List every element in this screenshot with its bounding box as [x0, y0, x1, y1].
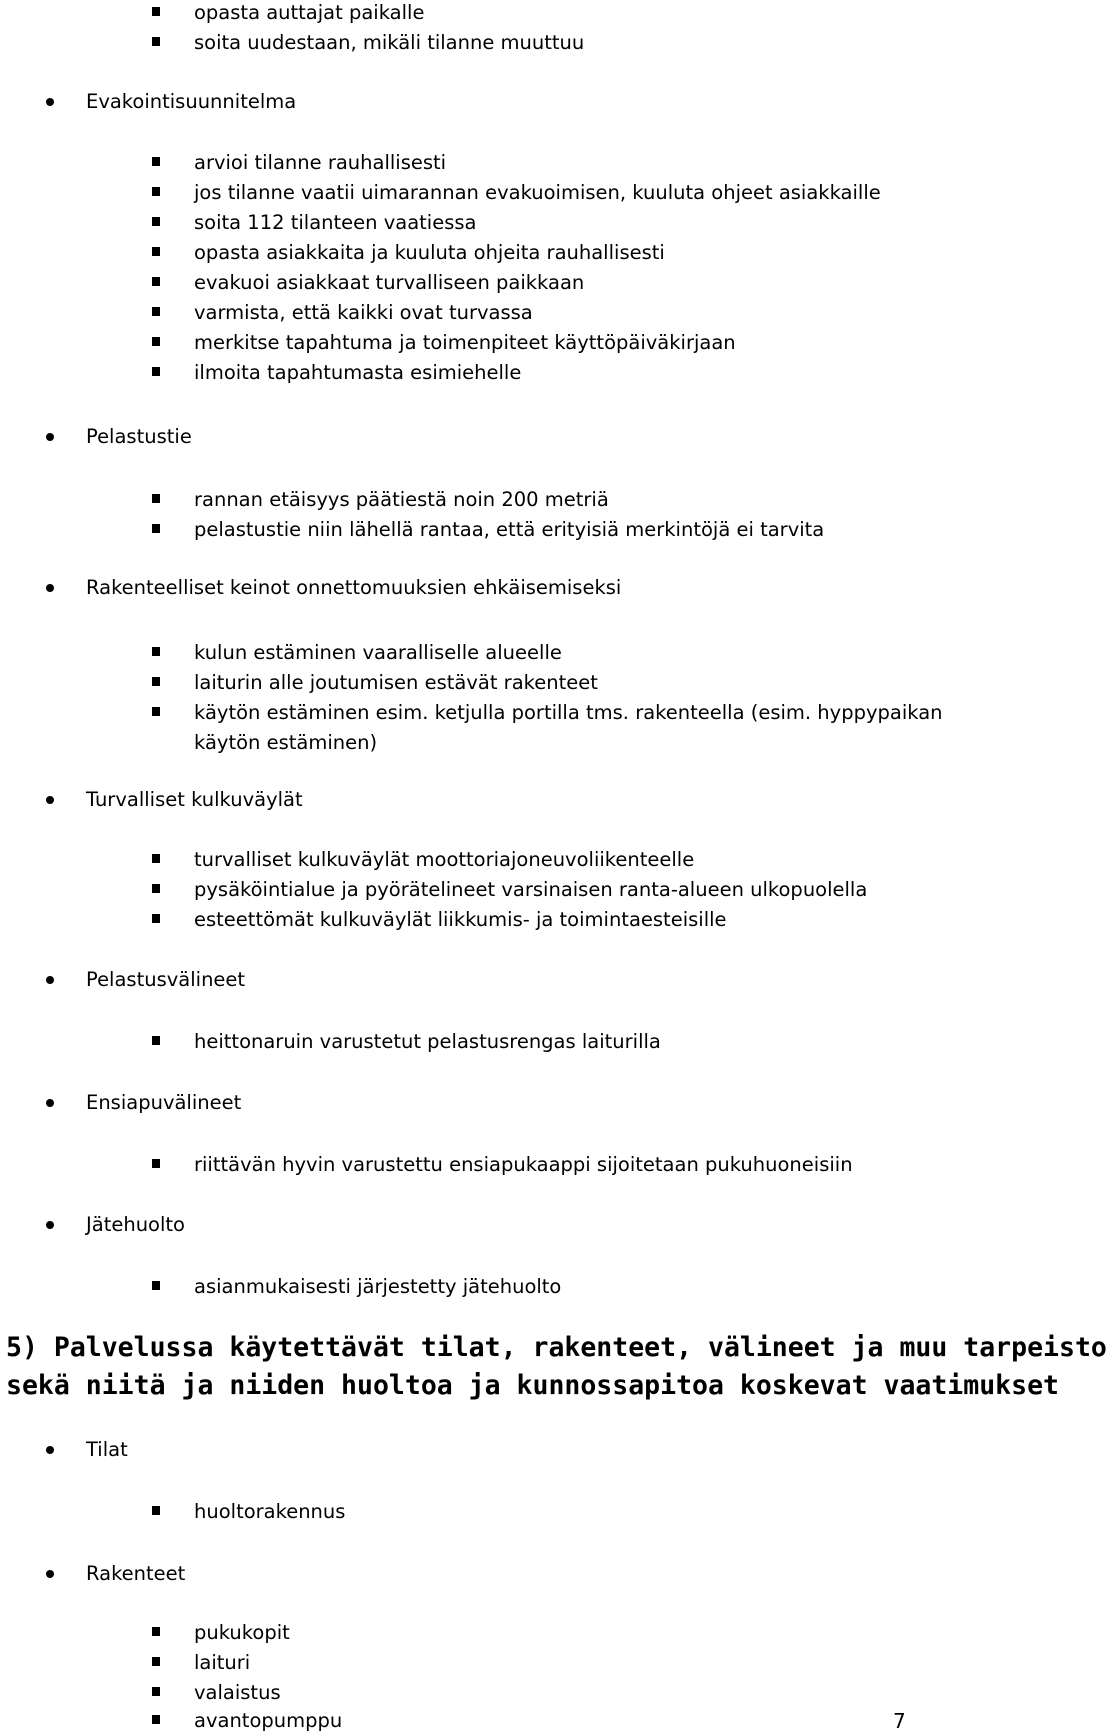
round-bullet-icon — [46, 796, 54, 804]
page-number: 7 — [893, 1709, 906, 1733]
round-bullet-icon — [46, 584, 54, 592]
section-heading-line-1: 5) Palvelussa käytettävät tilat, rakenteet, välineet ja muu tarpeisto — [6, 1332, 1107, 1363]
square-bullet-icon — [152, 1715, 160, 1724]
square-bullet-icon — [152, 884, 160, 893]
square-bullet-icon — [152, 854, 160, 863]
square-bullet-icon — [152, 914, 160, 923]
square-bullet-icon — [152, 677, 160, 686]
square-bullet-icon — [152, 367, 160, 376]
square-bullet-icon — [152, 647, 160, 656]
square-bullet-icon — [152, 217, 160, 226]
square-bullet-icon — [152, 157, 160, 166]
square-bullet-icon — [152, 1627, 160, 1636]
square-bullet-icon — [152, 1036, 160, 1045]
square-bullet-icon — [152, 307, 160, 316]
square-bullet-icon — [152, 1657, 160, 1666]
square-bullet-icon — [152, 247, 160, 256]
square-bullet-icon — [152, 1159, 160, 1168]
square-bullet-icon — [152, 1687, 160, 1696]
round-bullet-icon — [46, 1446, 54, 1454]
round-bullet-icon — [46, 1221, 54, 1229]
round-bullet-icon — [46, 1570, 54, 1578]
section-heading-line-2: sekä niitä ja niiden huoltoa ja kunnossapitoa koskevat vaatimukset — [6, 1370, 1059, 1401]
square-bullet-icon — [152, 1506, 160, 1515]
square-bullet-icon — [152, 524, 160, 533]
round-bullet-icon — [46, 976, 54, 984]
square-bullet-icon — [152, 1281, 160, 1290]
square-bullet-icon — [152, 37, 160, 46]
round-bullet-icon — [46, 433, 54, 441]
round-bullet-icon — [46, 98, 54, 106]
square-bullet-icon — [152, 494, 160, 503]
square-bullet-icon — [152, 7, 160, 16]
square-bullet-icon — [152, 187, 160, 196]
square-bullet-icon — [152, 707, 160, 716]
square-bullet-icon — [152, 277, 160, 286]
round-bullet-icon — [46, 1099, 54, 1107]
square-bullet-icon — [152, 337, 160, 346]
